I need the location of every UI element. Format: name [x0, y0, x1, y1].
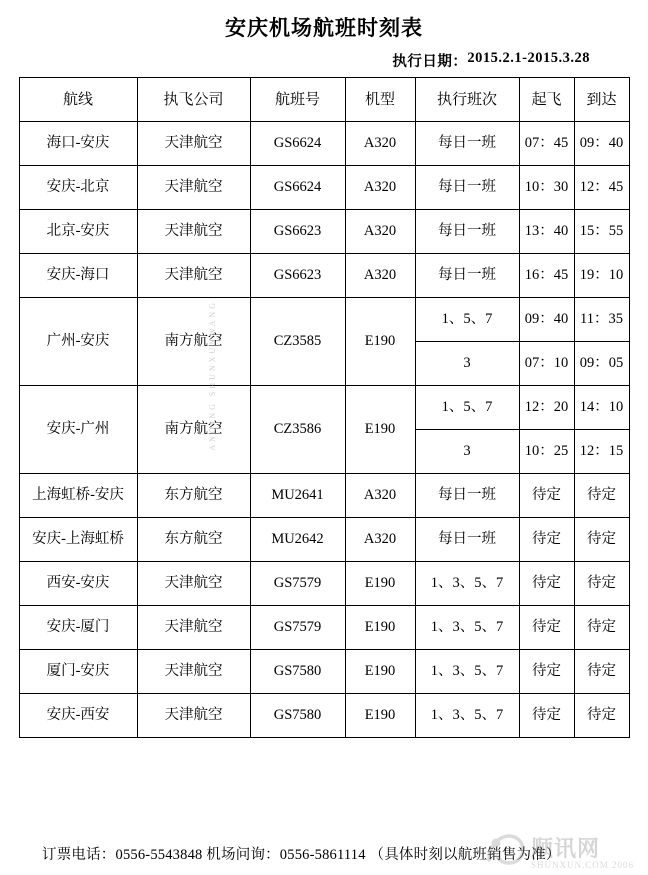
table-row	[19, 122, 629, 166]
table-row	[19, 166, 629, 210]
table-header	[19, 78, 629, 122]
cell-frequency: 3	[415, 342, 519, 386]
cell-flight-no: GS6624	[250, 122, 345, 166]
cell-flight-no: GS7580	[250, 650, 345, 694]
cell-airline: 东方航空	[137, 474, 250, 518]
cell-departure: 待定	[519, 606, 574, 650]
cell-airline: 天津航空	[137, 650, 250, 694]
cell-aircraft: A320	[345, 210, 415, 254]
cell-arrival: 14：10	[574, 386, 629, 430]
cell-route: 安庆-广州	[19, 386, 137, 474]
table-row	[19, 518, 629, 562]
cell-departure: 10：30	[519, 166, 574, 210]
cell-arrival: 待定	[574, 606, 629, 650]
cell-departure: 待定	[519, 694, 574, 738]
cell-airline: 南方航空	[137, 298, 250, 386]
cell-airline: 天津航空	[137, 562, 250, 606]
cell-arrival: 待定	[574, 694, 629, 738]
cell-departure: 10：25	[519, 430, 574, 474]
table-row	[19, 298, 629, 342]
cell-aircraft: A320	[345, 518, 415, 562]
cell-airline: 天津航空	[137, 694, 250, 738]
cell-airline: 天津航空	[137, 210, 250, 254]
cell-aircraft: E190	[345, 606, 415, 650]
cell-arrival: 19：10	[574, 254, 629, 298]
cell-flight-no: CZ3585	[250, 298, 345, 386]
cell-airline: 南方航空	[137, 386, 250, 474]
footer-note: 订票电话：0556-5543848 机场问询：0556-5861114 （具体时刻以航班销售为准）	[42, 847, 561, 863]
cell-route: 北京-安庆	[19, 210, 137, 254]
cell-arrival: 待定	[574, 562, 629, 606]
cell-aircraft: A320	[345, 166, 415, 210]
cell-frequency: 1、3、5、7	[415, 694, 519, 738]
cell-aircraft: E190	[345, 562, 415, 606]
cell-flight-no: GS7580	[250, 694, 345, 738]
cell-arrival: 09：05	[574, 342, 629, 386]
cell-departure: 待定	[519, 650, 574, 694]
column-header-arrival: 到达	[574, 78, 629, 122]
cell-frequency: 每日一班	[415, 518, 519, 562]
table-row	[19, 254, 629, 298]
cell-flight-no: GS6624	[250, 166, 345, 210]
table-row	[19, 650, 629, 694]
cell-arrival: 11：35	[574, 298, 629, 342]
cell-arrival: 待定	[574, 650, 629, 694]
cell-arrival: 待定	[574, 518, 629, 562]
cell-frequency: 每日一班	[415, 254, 519, 298]
table-row	[19, 562, 629, 606]
cell-route: 安庆-上海虹桥	[19, 518, 137, 562]
table-row	[19, 210, 629, 254]
table-row	[19, 606, 629, 650]
cell-frequency: 3	[415, 430, 519, 474]
cell-departure: 待定	[519, 562, 574, 606]
effective-date-label: 执行日期：	[392, 54, 468, 70]
cell-frequency: 1、5、7	[415, 298, 519, 342]
cell-departure: 待定	[519, 474, 574, 518]
cell-route: 海口-安庆	[19, 122, 137, 166]
cell-flight-no: GS6623	[250, 210, 345, 254]
cell-aircraft: E190	[345, 386, 415, 474]
cell-aircraft: A320	[345, 122, 415, 166]
cell-frequency: 每日一班	[415, 166, 519, 210]
cell-frequency: 1、3、5、7	[415, 650, 519, 694]
watermark-subtext: SHUNXUN.COM 2006	[530, 860, 634, 870]
vertical-watermark-text: ANQING SHUNXUNWANG	[208, 300, 217, 451]
cell-airline: 天津航空	[137, 122, 250, 166]
cell-flight-no: GS7579	[250, 562, 345, 606]
flight-schedule-table	[19, 77, 630, 738]
cell-flight-no: CZ3586	[250, 386, 345, 474]
effective-date-row	[0, 44, 648, 77]
cell-flight-no: MU2642	[250, 518, 345, 562]
cell-flight-no: MU2641	[250, 474, 345, 518]
cell-route: 安庆-西安	[19, 694, 137, 738]
cell-airline: 天津航空	[137, 254, 250, 298]
column-header-flight-no: 航班号	[250, 78, 345, 122]
cell-airline: 天津航空	[137, 166, 250, 210]
cell-departure: 13：40	[519, 210, 574, 254]
table-row	[19, 474, 629, 518]
cell-route: 安庆-厦门	[19, 606, 137, 650]
cell-arrival: 待定	[574, 474, 629, 518]
cell-arrival: 12：15	[574, 430, 629, 474]
cell-aircraft: E190	[345, 650, 415, 694]
cell-arrival: 15：55	[574, 210, 629, 254]
cell-departure: 12：20	[519, 386, 574, 430]
column-header-airline: 执飞公司	[137, 78, 250, 122]
column-header-frequency: 执行班次	[415, 78, 519, 122]
page-title: 安庆机场航班时刻表	[225, 16, 423, 40]
cell-aircraft: E190	[345, 298, 415, 386]
cell-route: 安庆-北京	[19, 166, 137, 210]
cell-departure: 待定	[519, 518, 574, 562]
cell-aircraft: E190	[345, 694, 415, 738]
cell-frequency: 1、3、5、7	[415, 562, 519, 606]
cell-route: 上海虹桥-安庆	[19, 474, 137, 518]
table-body	[19, 122, 629, 738]
cell-flight-no: GS7579	[250, 606, 345, 650]
table-row	[19, 386, 629, 430]
cell-aircraft: A320	[345, 474, 415, 518]
cell-airline: 东方航空	[137, 518, 250, 562]
cell-frequency: 每日一班	[415, 210, 519, 254]
cell-arrival: 12：45	[574, 166, 629, 210]
cell-airline: 天津航空	[137, 606, 250, 650]
column-header-aircraft: 机型	[345, 78, 415, 122]
cell-arrival: 09：40	[574, 122, 629, 166]
cell-departure: 09：40	[519, 298, 574, 342]
cell-flight-no: GS6623	[250, 254, 345, 298]
cell-frequency: 每日一班	[415, 122, 519, 166]
column-header-departure: 起飞	[519, 78, 574, 122]
cell-departure: 07：45	[519, 122, 574, 166]
cell-frequency: 每日一班	[415, 474, 519, 518]
cell-route: 厦门-安庆	[19, 650, 137, 694]
effective-date-value: 2015.2.1-2015.3.28	[467, 50, 590, 66]
cell-aircraft: A320	[345, 254, 415, 298]
column-header-route: 航线	[19, 78, 137, 122]
cell-departure: 07：10	[519, 342, 574, 386]
cell-route: 西安-安庆	[19, 562, 137, 606]
table-header-row	[19, 78, 629, 122]
watermark-text: 顺讯网	[530, 836, 600, 861]
cell-frequency: 1、3、5、7	[415, 606, 519, 650]
cell-departure: 16：45	[519, 254, 574, 298]
cell-route: 广州-安庆	[19, 298, 137, 386]
cell-frequency: 1、5、7	[415, 386, 519, 430]
cell-route: 安庆-海口	[19, 254, 137, 298]
table-row	[19, 694, 629, 738]
